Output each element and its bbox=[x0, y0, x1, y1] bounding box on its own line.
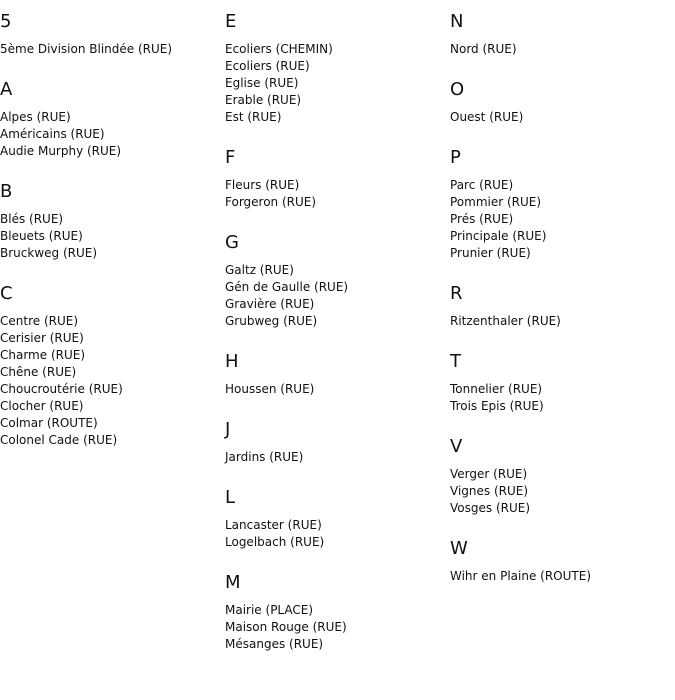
street-item[interactable]: Galtz (RUE) bbox=[225, 263, 294, 277]
street-column bbox=[225, 11, 440, 674]
street-item[interactable]: Wihr en Plaine (ROUTE) bbox=[450, 569, 591, 583]
letter-heading: E bbox=[225, 11, 237, 32]
street-item[interactable]: Bleuets (RUE) bbox=[0, 229, 83, 243]
letter-group bbox=[225, 419, 440, 466]
street-item[interactable]: Colmar (ROUTE) bbox=[0, 416, 98, 430]
street-item[interactable]: Verger (RUE) bbox=[450, 467, 528, 481]
street-item[interactable]: Lancaster (RUE) bbox=[225, 518, 322, 532]
street-list bbox=[225, 602, 440, 653]
street-list bbox=[450, 109, 665, 126]
street-item[interactable]: Nord (RUE) bbox=[450, 42, 517, 56]
letter-group bbox=[450, 79, 665, 126]
street-list bbox=[225, 262, 440, 330]
street-item[interactable]: Jardins (RUE) bbox=[225, 450, 304, 464]
street-item[interactable]: Est (RUE) bbox=[225, 110, 282, 124]
street-list bbox=[0, 211, 215, 262]
street-item[interactable]: Prunier (RUE) bbox=[450, 246, 531, 260]
street-column bbox=[450, 11, 665, 606]
letter-heading: C bbox=[0, 283, 13, 304]
street-item[interactable]: Bruckweg (RUE) bbox=[0, 246, 98, 260]
letter-heading: F bbox=[225, 147, 236, 168]
street-item[interactable]: Mésanges (RUE) bbox=[225, 637, 324, 651]
street-item[interactable]: Forgeron (RUE) bbox=[225, 195, 317, 209]
letter-group bbox=[450, 283, 665, 330]
letter-group bbox=[0, 283, 215, 449]
street-item[interactable]: Charme (RUE) bbox=[0, 348, 86, 362]
letter-group bbox=[225, 232, 440, 330]
letter-group bbox=[0, 79, 215, 160]
street-item[interactable]: Colonel Cade (RUE) bbox=[0, 433, 118, 447]
street-list bbox=[225, 449, 440, 466]
street-list bbox=[0, 109, 215, 160]
street-list bbox=[225, 517, 440, 551]
street-list bbox=[450, 41, 665, 58]
letter-group bbox=[225, 147, 440, 211]
street-item[interactable]: Vosges (RUE) bbox=[450, 501, 531, 515]
street-list bbox=[0, 41, 215, 58]
letter-heading: O bbox=[450, 79, 465, 100]
street-item[interactable]: Gravière (RUE) bbox=[225, 297, 315, 311]
letter-heading: B bbox=[0, 181, 13, 202]
street-item[interactable]: Choucroutérie (RUE) bbox=[0, 382, 123, 396]
street-item[interactable]: Ouest (RUE) bbox=[450, 110, 524, 124]
letter-heading: G bbox=[225, 232, 239, 253]
street-item[interactable]: Clocher (RUE) bbox=[0, 399, 84, 413]
street-list bbox=[225, 381, 440, 398]
letter-group bbox=[225, 487, 440, 551]
street-item[interactable]: Houssen (RUE) bbox=[225, 382, 315, 396]
street-item[interactable]: Principale (RUE) bbox=[450, 229, 547, 243]
street-item[interactable]: Eglise (RUE) bbox=[225, 76, 299, 90]
letter-group bbox=[0, 11, 215, 58]
street-item[interactable]: Blés (RUE) bbox=[0, 212, 64, 226]
letter-group bbox=[450, 11, 665, 58]
street-item[interactable]: Tonnelier (RUE) bbox=[450, 382, 543, 396]
street-list bbox=[450, 381, 665, 415]
letter-heading: M bbox=[225, 572, 241, 593]
street-item[interactable]: Ecoliers (CHEMIN) bbox=[225, 42, 333, 56]
letter-heading: J bbox=[225, 419, 231, 440]
letter-group bbox=[225, 572, 440, 653]
street-list bbox=[225, 41, 440, 126]
street-list bbox=[450, 313, 665, 330]
letter-group bbox=[450, 351, 665, 415]
street-item[interactable]: Gén de Gaulle (RUE) bbox=[225, 280, 349, 294]
street-item[interactable]: Cerisier (RUE) bbox=[0, 331, 84, 345]
letter-group bbox=[450, 538, 665, 585]
street-item[interactable]: Parc (RUE) bbox=[450, 178, 514, 192]
street-item[interactable]: Chêne (RUE) bbox=[0, 365, 77, 379]
street-item[interactable]: Fleurs (RUE) bbox=[225, 178, 300, 192]
letter-heading: W bbox=[450, 538, 468, 559]
letter-group bbox=[0, 181, 215, 262]
street-item[interactable]: Ecoliers (RUE) bbox=[225, 59, 310, 73]
street-item[interactable]: Américains (RUE) bbox=[0, 127, 105, 141]
street-item[interactable]: Prés (RUE) bbox=[450, 212, 514, 226]
letter-group bbox=[225, 351, 440, 398]
street-item[interactable]: Ritzenthaler (RUE) bbox=[450, 314, 561, 328]
letter-heading: A bbox=[0, 79, 13, 100]
street-item[interactable]: Trois Epis (RUE) bbox=[450, 399, 544, 413]
street-item[interactable]: Mairie (PLACE) bbox=[225, 603, 314, 617]
letter-group bbox=[225, 11, 440, 126]
street-list bbox=[450, 177, 665, 262]
letter-group bbox=[450, 436, 665, 517]
street-list bbox=[450, 466, 665, 517]
letter-heading: T bbox=[450, 351, 461, 372]
street-item[interactable]: Grubweg (RUE) bbox=[225, 314, 318, 328]
letter-heading: N bbox=[450, 11, 464, 32]
street-item[interactable]: Audie Murphy (RUE) bbox=[0, 144, 122, 158]
street-item[interactable]: Maison Rouge (RUE) bbox=[225, 620, 347, 634]
street-item[interactable]: Alpes (RUE) bbox=[0, 110, 71, 124]
street-item[interactable]: Pommier (RUE) bbox=[450, 195, 542, 209]
letter-heading: 5 bbox=[0, 11, 12, 32]
street-item[interactable]: 5ème Division Blindée (RUE) bbox=[0, 42, 173, 56]
letter-heading: L bbox=[225, 487, 236, 508]
letter-heading: R bbox=[450, 283, 463, 304]
street-list bbox=[450, 568, 665, 585]
letter-heading: V bbox=[450, 436, 463, 457]
street-item[interactable]: Vignes (RUE) bbox=[450, 484, 529, 498]
street-list bbox=[0, 313, 215, 449]
letter-heading: P bbox=[450, 147, 461, 168]
street-list bbox=[225, 177, 440, 211]
street-item[interactable]: Logelbach (RUE) bbox=[225, 535, 325, 549]
letter-heading: H bbox=[225, 351, 239, 372]
street-column bbox=[0, 11, 215, 470]
street-item[interactable]: Centre (RUE) bbox=[0, 314, 79, 328]
letter-group bbox=[450, 147, 665, 262]
street-item[interactable]: Erable (RUE) bbox=[225, 93, 302, 107]
